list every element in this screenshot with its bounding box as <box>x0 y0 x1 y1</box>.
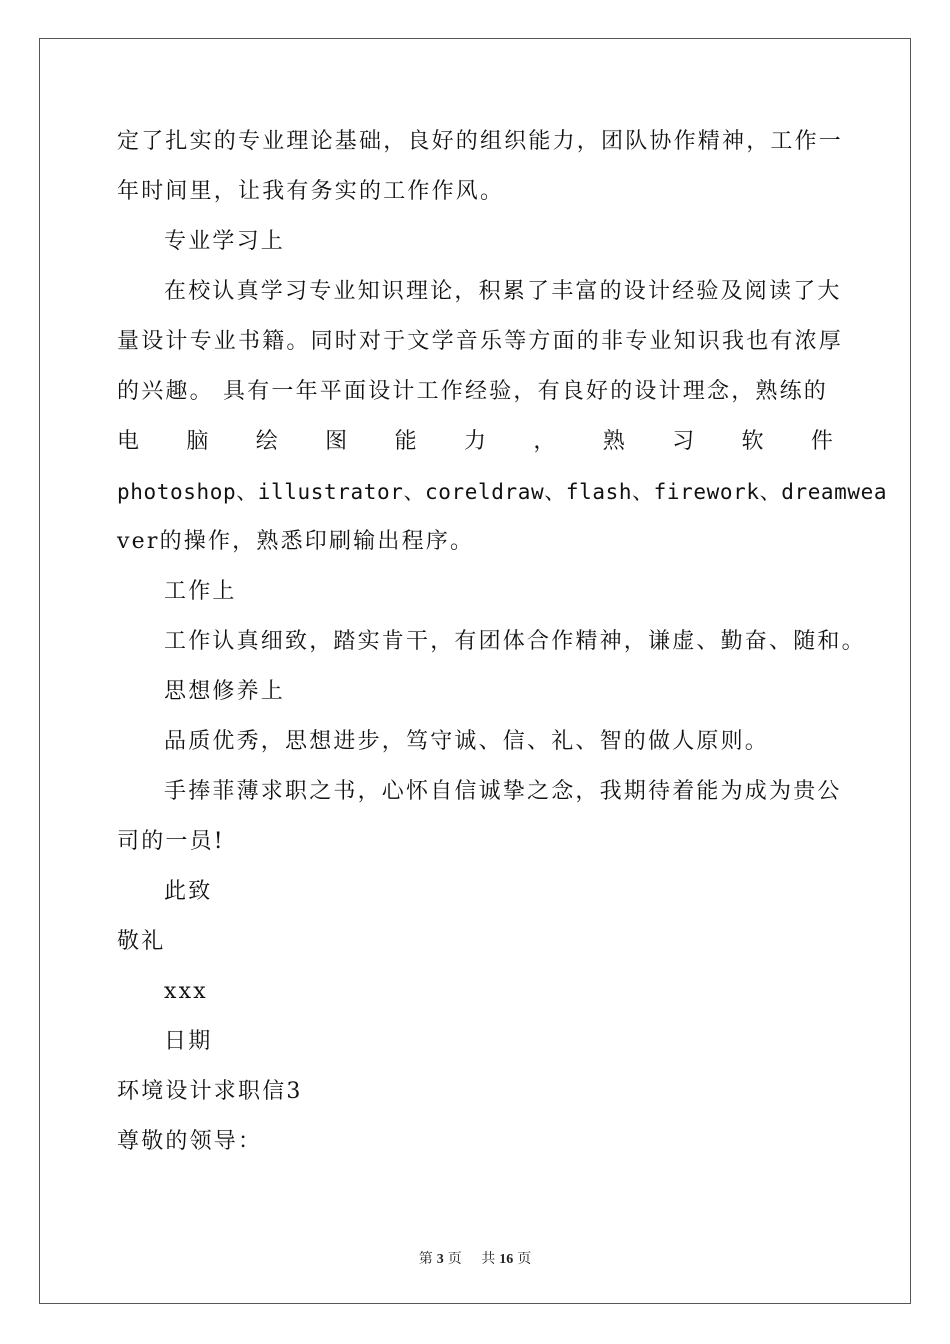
total-indicator <box>477 1252 535 1267</box>
text-line: 的兴趣。 具有一年平面设计工作经验，有良好的设计理念，熟练的 <box>117 379 828 404</box>
page-indicator <box>415 1252 466 1267</box>
letter-title: 环境设计求职信3 <box>117 1079 303 1104</box>
justified-char: 力 <box>463 429 486 454</box>
text-line: 工作认真细致，踏实肯干，有团体合作精神，谦虚、勤奋、随和。 <box>164 629 866 654</box>
text-line: 量设计专业书籍。同时对于文学音乐等方面的非专业知识我也有浓厚 <box>117 329 844 354</box>
section-heading: 工作上 <box>164 579 237 604</box>
justified-char: 软 <box>741 429 764 454</box>
signature-name: xxx <box>164 979 208 1004</box>
text-line: 司的一员! <box>117 829 225 854</box>
justified-char: 图 <box>325 429 348 454</box>
text-line: ver的操作，熟悉印刷输出程序。 <box>117 529 475 554</box>
total-prefix: 共 <box>481 1252 496 1267</box>
text-line: photoshop、illustrator、coreldraw、flash、firework、dreamwea <box>117 480 888 504</box>
letter-greeting: 尊敬的领导： <box>117 1129 263 1154</box>
text-line: 在校认真学习专业知识理论，积累了丰富的设计经验及阅读了大 <box>164 279 842 304</box>
text-line: 手捧菲薄求职之书，心怀自信诚挚之念，我期待着能为成为贵公 <box>164 779 842 804</box>
total-suffix: 页 <box>517 1252 532 1267</box>
justified-char: ， <box>533 429 556 454</box>
justified-char: 绘 <box>255 429 278 454</box>
page-footer <box>0 1248 950 1268</box>
text-line: 定了扎实的专业理论基础，良好的组织能力，团队协作精神，工作一 <box>117 129 844 154</box>
text-line: 品质优秀，思想进步，笃守诚、信、礼、智的做人原则。 <box>164 729 770 754</box>
page-prefix: 第 <box>418 1252 433 1267</box>
justified-line <box>117 424 833 460</box>
section-heading: 专业学习上 <box>164 229 286 254</box>
signature-date: 日期 <box>164 1029 213 1054</box>
total-pages: 16 <box>499 1252 514 1267</box>
text-line: 年时间里，让我有务实的工作作风。 <box>117 179 505 204</box>
closing-salutation: 此致 <box>164 879 213 904</box>
justified-char: 习 <box>672 429 695 454</box>
page-suffix: 页 <box>447 1252 462 1267</box>
page-number: 3 <box>436 1252 444 1267</box>
justified-char: 件 <box>810 429 833 454</box>
justified-char: 能 <box>394 429 417 454</box>
justified-char: 电 <box>117 429 140 454</box>
justified-char: 熟 <box>602 429 625 454</box>
section-heading: 思想修养上 <box>164 679 286 704</box>
justified-char: 脑 <box>186 429 209 454</box>
closing-regards: 敬礼 <box>117 929 166 954</box>
